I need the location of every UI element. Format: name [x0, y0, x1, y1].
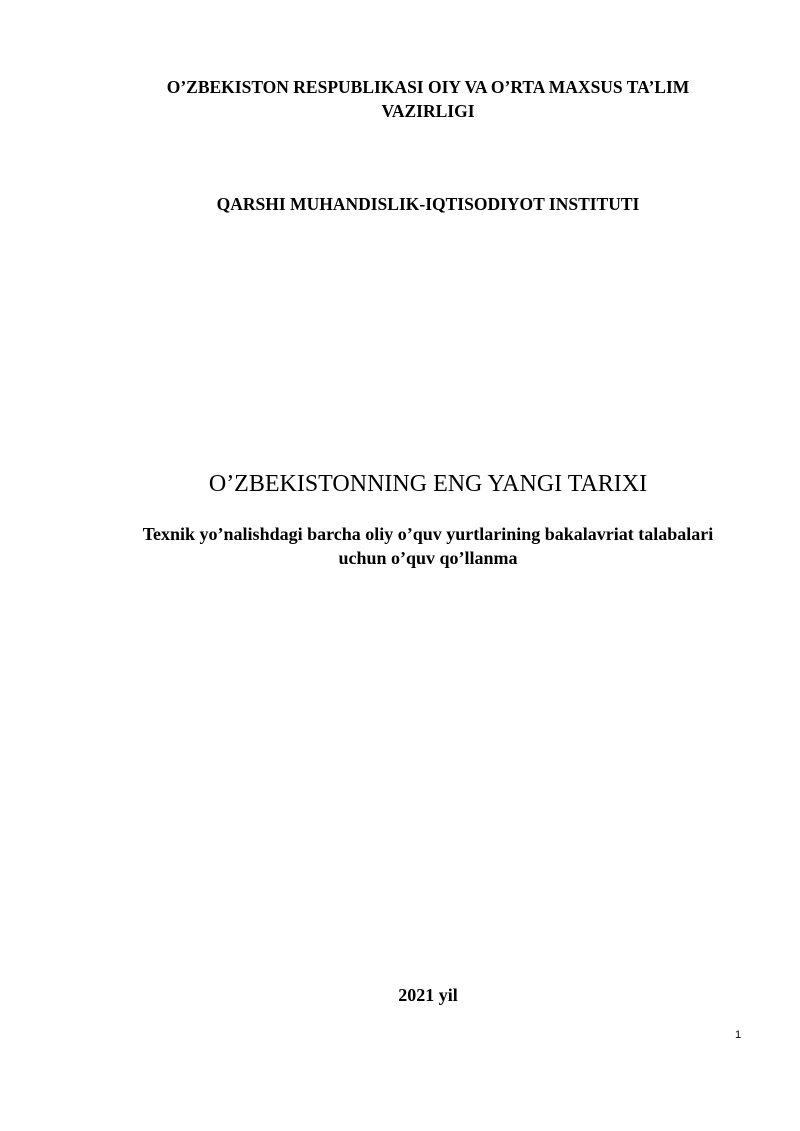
document-subtitle-line-2: uchun o’quv qo’llanma	[338, 548, 518, 568]
document-title: O’ZBEKISTONNING ENG YANGI TARIXI	[208, 471, 648, 497]
page-number: 1	[734, 1029, 742, 1041]
document-subtitle	[100, 522, 756, 570]
ministry-heading	[100, 75, 756, 123]
ministry-heading-line-2: VAZIRLIGI	[381, 101, 475, 121]
document-subtitle-line-1: Texnik yo’nalishdagi barcha oliy o’quv yurtlarining bakalavriat talabalari	[142, 524, 714, 544]
publication-year: 2021 yil	[398, 985, 458, 1005]
ministry-heading-line-1: O’ZBEKISTON RESPUBLIKASI OIY VA O’RTA MAXSUS TA’LIM	[166, 77, 690, 97]
institute-name: QARSHI MUHANDISLIK-IQTISODIYOT INSTITUTI	[216, 194, 640, 214]
